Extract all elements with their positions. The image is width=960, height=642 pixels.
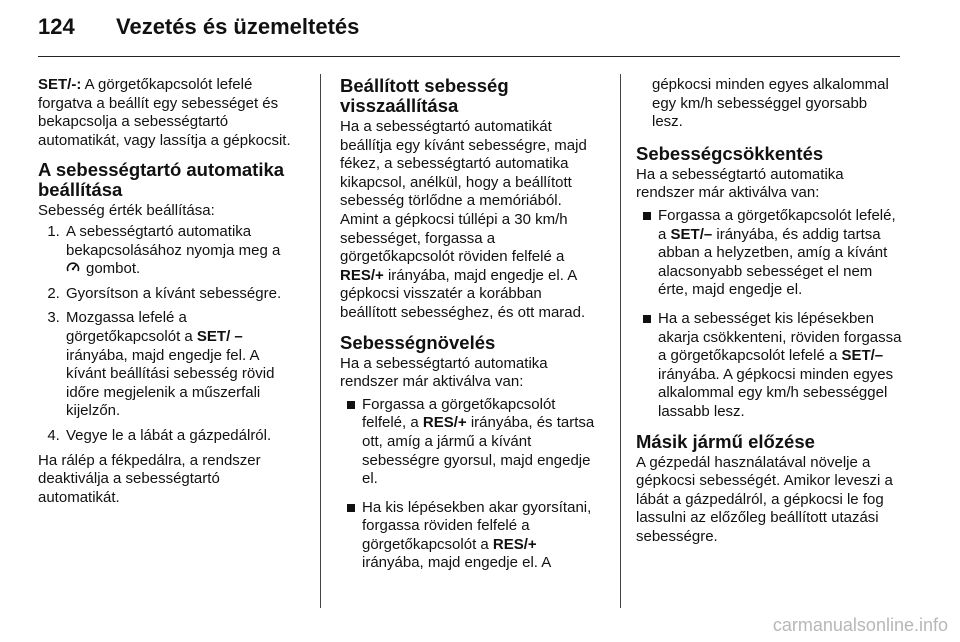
resume-paragraph [340, 118, 602, 323]
paragraph-text: Ha a sebességtartó automatikát beállítja egy kívánt sebességre, majd fékez, a sebességtartó automatika kikapcsol, anélkül, hogy a beállított sebesség törlődne a memóriából. Amint a gépkocsi túllépi a 30 km/h sebességet, forgassa a görgetőkapcsolót röviden felfelé a [340, 118, 587, 266]
header-rule [38, 56, 900, 57]
intro-paragraph [38, 76, 300, 150]
setup-lead: Sebesség érték beállítása: [38, 202, 215, 220]
step-item [64, 427, 300, 446]
paragraph-text: irányába, majd engedje el. A gépkocsi visszatér a korábban beállított sebességhez, és ott marad. [340, 266, 586, 321]
bullet-text: irányába. A gépkocsi minden egyes alkalommal egy km/h sebességgel lassabb lesz. [658, 365, 894, 420]
step-item [64, 309, 300, 421]
bullet-text: irányába, és tartsa ott, amíg a jármű a kívánt sebességre gyorsul, majd engedje el. [362, 414, 595, 488]
section-heading-cruise-setup: A sebességtartó automatika beállítása [38, 159, 285, 201]
bullet-text: irányába, majd engedje el. A [362, 554, 552, 572]
step-text: A sebességtartó automatika bekapcsolásához nyomja meg a [66, 222, 281, 259]
set-minus-key: SET/ – [196, 327, 243, 345]
step-text: irányába, majd engedje fel. A kívánt beállítási sebesség rövid időre megjelenik a műszerfali kijelzőn. [66, 346, 275, 420]
step-text: Gyorsítson a kívánt sebességre. [66, 284, 282, 302]
setup-steps [38, 223, 300, 446]
step-text-tail: gombot. [86, 260, 141, 278]
res-plus-key: RES/+ [422, 414, 467, 432]
set-minus-key: SET/– [841, 347, 884, 365]
column-divider [320, 74, 321, 608]
bullet-text: irányába, és addig tartsa abban a helyzetben, amíg a kívánt alacsonyabb sebességet el nem érte, majd engedje el. [658, 225, 888, 299]
column-left [38, 76, 300, 514]
section-heading-decrease: Sebességcsökkentés [636, 142, 824, 164]
page-title: Vezetés és üzemeltetés [116, 14, 360, 39]
increase-bullets [340, 396, 602, 573]
step-item [64, 285, 300, 304]
column-right [636, 76, 902, 553]
section-heading-increase: Sebességnövelés [340, 331, 496, 353]
column-divider [620, 74, 621, 608]
bullet-item [658, 310, 902, 422]
bullet-text: Ha kis lépésekben akar gyorsítani, forgassa röviden felfelé a görgetőkapcsolót a [362, 498, 592, 553]
continued-text: gépkocsi minden egyes alkalommal egy km/h sebességgel gyorsabb lesz. [652, 76, 889, 131]
bullet-item [362, 396, 602, 489]
closing-paragraph: Ha rálép a fékpedálra, a rendszer deaktiválja a sebességtartó automatikát. [38, 451, 261, 506]
bullet-text: Forgassa a görgetőkapcsolót felfelé, a [362, 395, 556, 432]
step-item [64, 223, 300, 279]
cruise-control-icon [66, 261, 80, 275]
section-heading-overtaking: Másik jármű előzése [636, 430, 815, 452]
increase-lead: Ha a sebességtartó automatika rendszer már aktiválva van: [340, 354, 548, 391]
overtaking-paragraph: A gézpedál használatával növelje a gépkocsi sebességét. Amikor leveszi a lábát a gázpedálról, a gépkocsi le fog lassulni az előzőleg beállított utazási sebességre. [636, 453, 893, 545]
page-number: 124 [38, 14, 75, 39]
step-text: Mozgassa lefelé a görgetőkapcsolót a [66, 309, 197, 345]
bullet-item [362, 499, 602, 573]
set-minus-key: SET/– [670, 225, 713, 243]
bullet-text: Forgassa a görgetőkapcsolót lefelé, a [658, 206, 896, 243]
res-plus-key: RES/+ [492, 535, 537, 553]
res-plus-key: RES/+ [340, 266, 384, 284]
set-minus-key: SET/-: [38, 76, 82, 93]
step-text: Vegye le a lábát a gázpedálról. [66, 426, 272, 444]
intro-text: A görgetőkapcsolót lefelé forgatva a beállít egy sebességet és bekapcsolja a sebességtartó automatikát, vagy lassítja a gépkocsit. [38, 76, 291, 149]
section-heading-resume: Beállított sebesség visszaállítása [340, 75, 509, 116]
column-middle [340, 76, 602, 583]
decrease-bullets [636, 207, 902, 422]
bullet-item [658, 207, 902, 300]
bullet-text: Ha a sebességet kis lépésekben akarja csökkenteni, röviden forgassa a görgetőkapcsolót lefelé a [658, 309, 902, 365]
watermark: carmanualsonline.info [772, 615, 948, 635]
decrease-lead: Ha a sebességtartó automatika rendszer már aktiválva van: [636, 165, 844, 202]
